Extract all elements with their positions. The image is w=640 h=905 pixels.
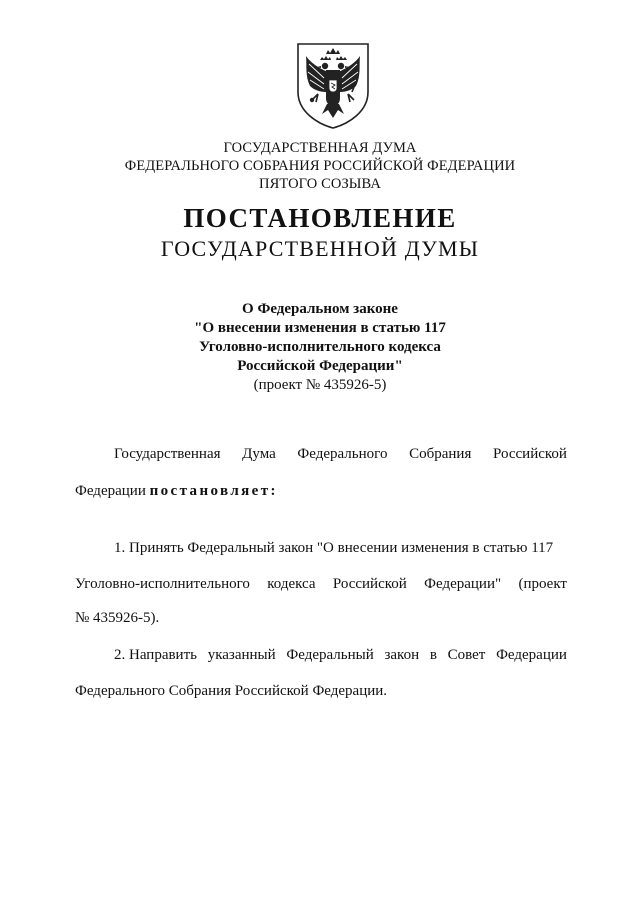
preamble-word: Дума	[242, 446, 276, 462]
item-2-word: 2. Направить	[114, 647, 197, 663]
preamble-word: Российской	[493, 446, 567, 462]
item-2-word: закон	[384, 647, 420, 663]
preamble-line-2	[75, 483, 567, 500]
item-1-word: Российской	[332, 576, 407, 592]
item-1-word: Уголовно-исполнительного	[75, 576, 250, 592]
preamble-line-1	[114, 446, 567, 463]
issuer-line-1: ГОСУДАРСТВЕННАЯ ДУМА	[223, 140, 417, 156]
item-1-line-3: № 435926-5).	[75, 610, 160, 626]
item-2-line-1	[114, 647, 567, 664]
item-1-word: кодекса	[267, 576, 316, 592]
document-subject	[0, 300, 640, 395]
preamble-word: Собрания	[409, 446, 472, 462]
subject-line-3: Уголовно-исполнительного кодекса	[199, 339, 441, 355]
item-1-word: Федерации"	[424, 576, 502, 592]
document-title: ПОСТАНОВЛЕНИЕ	[183, 203, 457, 233]
document-subtitle: ГОСУДАРСТВЕННОЙ ДУМЫ	[160, 236, 480, 261]
issuer-line-2: ФЕДЕРАЛЬНОГО СОБРАНИЯ РОССИЙСКОЙ ФЕДЕРАЦИИ	[124, 158, 516, 174]
item-1-line-1: 1. Принять Федеральный закон "О внесении изменения в статью 117	[114, 540, 554, 556]
preamble-word: Государственная	[114, 446, 221, 462]
item-2-word: указанный	[207, 647, 276, 663]
issuer-header	[0, 139, 640, 193]
item-1-word: (проект	[518, 576, 567, 592]
preamble-word: Федерального	[297, 446, 388, 462]
item-2-line-2: Федерального Собрания Российской Федерации.	[75, 683, 388, 699]
subject-line-1: О Федеральном законе	[242, 301, 398, 317]
item-2-word: в	[429, 647, 437, 663]
item-2-word: Федеральный	[286, 647, 374, 663]
coat-of-arms-emblem	[296, 42, 370, 130]
item-2-word: Совет	[447, 647, 486, 663]
item-1-line-2	[75, 576, 567, 593]
resolves-keyword: постановляет:	[149, 483, 278, 499]
subject-line-2: "О внесении изменения в статью 117	[194, 320, 446, 336]
project-number: (проект № 435926-5)	[253, 377, 387, 393]
preamble-federation: Федерации	[75, 483, 146, 499]
item-2-word: Федерации	[496, 647, 567, 663]
subject-line-4: Российской Федерации"	[237, 358, 403, 374]
issuer-line-3: ПЯТОГО СОЗЫВА	[259, 176, 381, 192]
